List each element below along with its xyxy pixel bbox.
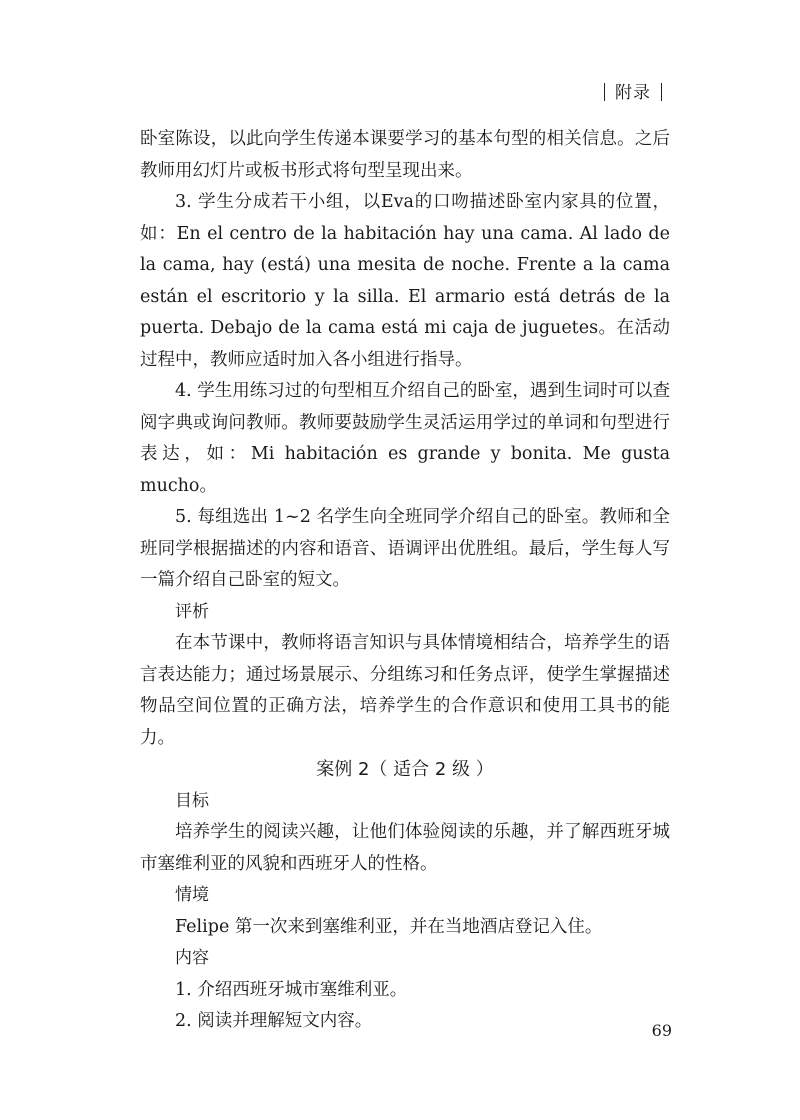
paragraph-step-5: 5. 每组选出 1~2 名学生向全班同学介绍自己的卧室。教师和全班同学根据描述的内容和语音、语调评出优胜组。最后，学生每人写一篇介绍自己卧室的短文。 — [140, 507, 670, 590]
paragraph-step-4: 4. 学生用练习过的句型相互介绍自己的卧室，遇到生词时可以查阅字典或询问教师。教师要鼓励学生灵活运用学过的单词和句型进行表达，如：Mi habitación es grande y bonita. Me gusta mucho。 — [140, 381, 670, 496]
heading-analysis: 评析 — [175, 601, 209, 622]
page-body — [140, 124, 670, 1038]
paragraph-goal: 培养学生的阅读兴趣，让他们体验阅读的乐趣，并了解西班牙城市塞维利亚的风貌和西班牙人的性格。 — [140, 822, 670, 874]
paragraph-step-3: 3. 学生分成若干小组，以Eva的口吻描述卧室内家具的位置，如：En el centro de la habitación hay una cama. Al lado de la cama, hay (está) una mesita de noche. Frente a la cama están el escritorio y la silla. El armario está detrás de la puerta. Debajo de la cama está mi caja de juguetes。在活动过程中，教师应适时加入各小组进行指导。 — [140, 192, 670, 370]
heading-content: 内容 — [175, 948, 209, 968]
page-number: 69 — [651, 1021, 672, 1040]
paragraph-situation: Felipe 第一次来到塞维利亚，并在当地酒店登记入住。 — [175, 916, 603, 937]
heading-goal: 目标 — [175, 790, 209, 811]
header-divider-right — [661, 83, 662, 101]
header-section-title: 附录 — [615, 83, 651, 103]
header-divider-left — [604, 83, 605, 101]
running-header — [594, 78, 672, 103]
paragraph-analysis: 在本节课中，教师将语言知识与具体情境相结合，培养学生的语言表达能力；通过场景展示、分组练习和任务点评，使学生掌握描述物品空间位置的正确方法，培养学生的合作意识和使用工具书的能力。 — [140, 633, 670, 748]
paragraph-content-item-2: 2. 阅读并理解短文内容。 — [175, 1011, 373, 1031]
paragraph-intro-continuation: 卧室陈设，以此向学生传递本课要学习的基本句型的相关信息。之后教师用幻灯片或板书形式将句型呈现出来。 — [140, 129, 670, 181]
heading-situation: 情境 — [175, 885, 209, 905]
paragraph-content-item-1: 1. 介绍西班牙城市塞维利亚。 — [175, 979, 408, 1000]
case-title: 案例 2（ 适合 2 级 ） — [316, 759, 494, 780]
